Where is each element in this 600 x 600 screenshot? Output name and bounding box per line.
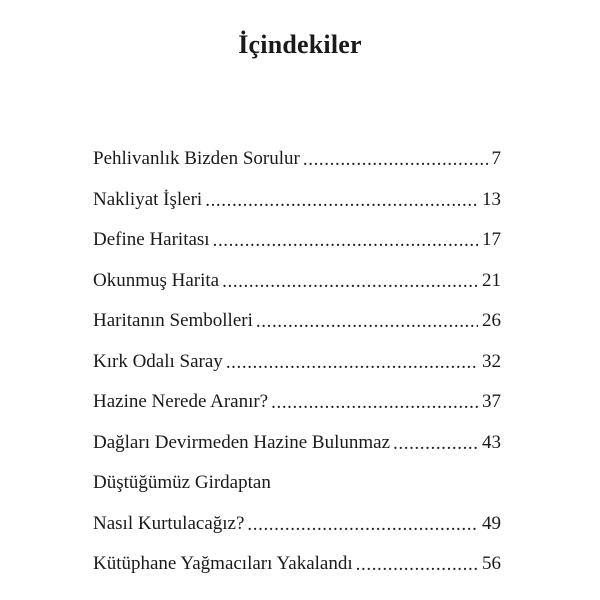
toc-entry-title: Dağları Devirmeden Hazine Bulunmaz	[93, 431, 391, 453]
toc-entry	[93, 382, 501, 423]
toc-entry-continued	[93, 463, 501, 504]
toc-entry	[93, 423, 501, 464]
toc-entry-page: 13	[482, 188, 501, 210]
toc-entry-page: 56	[482, 553, 501, 575]
page-title: İçindekiler	[238, 30, 362, 59]
toc-entry-page: 32	[482, 350, 501, 372]
toc-entry-title: Nasıl Kurtulacağız?	[93, 512, 245, 534]
toc-entry-page: 7	[491, 148, 501, 170]
toc-entry	[93, 261, 501, 302]
toc-entry-title: Kütüphane Yağmacıları Yakalandı	[93, 553, 353, 575]
toc-entry-title: Haritanın Sembolleri	[93, 310, 253, 332]
toc-entry-title: Nakliyat İşleri	[93, 188, 203, 210]
toc-leader-dots	[213, 230, 478, 252]
toc-entry	[93, 220, 501, 261]
toc-entry	[93, 301, 501, 342]
toc-entry-page: 26	[482, 310, 501, 332]
toc-entry	[93, 180, 501, 221]
toc-entry-title: Okunmuş Harita	[93, 269, 220, 291]
toc-entry-page: 49	[482, 512, 501, 534]
toc-entry	[93, 139, 501, 180]
toc-leader-dots	[356, 554, 478, 576]
toc-leader-dots	[303, 149, 488, 171]
toc-entry-page: 37	[482, 391, 501, 413]
toc-leader-dots	[256, 311, 478, 333]
toc-entry-title: Hazine Nerede Aranır?	[93, 391, 269, 413]
toc-leader-dots	[222, 271, 478, 293]
toc-entry-title: Kırk Odalı Saray	[93, 350, 223, 372]
toc-entry-page: 17	[482, 229, 501, 251]
toc-leader-dots	[271, 392, 478, 414]
toc-leader-dots	[226, 352, 478, 374]
toc-entry	[93, 342, 501, 383]
toc-entry-page: 43	[482, 431, 501, 453]
table-of-contents	[93, 139, 501, 585]
toc-entry-page: 21	[482, 269, 501, 291]
toc-entry-title: Pehlivanlık Bizden Sorulur	[93, 148, 300, 170]
toc-entry	[93, 504, 501, 545]
toc-leader-dots	[205, 190, 478, 212]
toc-leader-dots	[393, 433, 478, 455]
toc-entry-title: Define Haritası	[93, 229, 210, 251]
toc-entry-title: Düştüğümüz Girdaptan	[93, 472, 271, 494]
toc-leader-dots	[247, 514, 478, 536]
toc-entry	[93, 544, 501, 585]
